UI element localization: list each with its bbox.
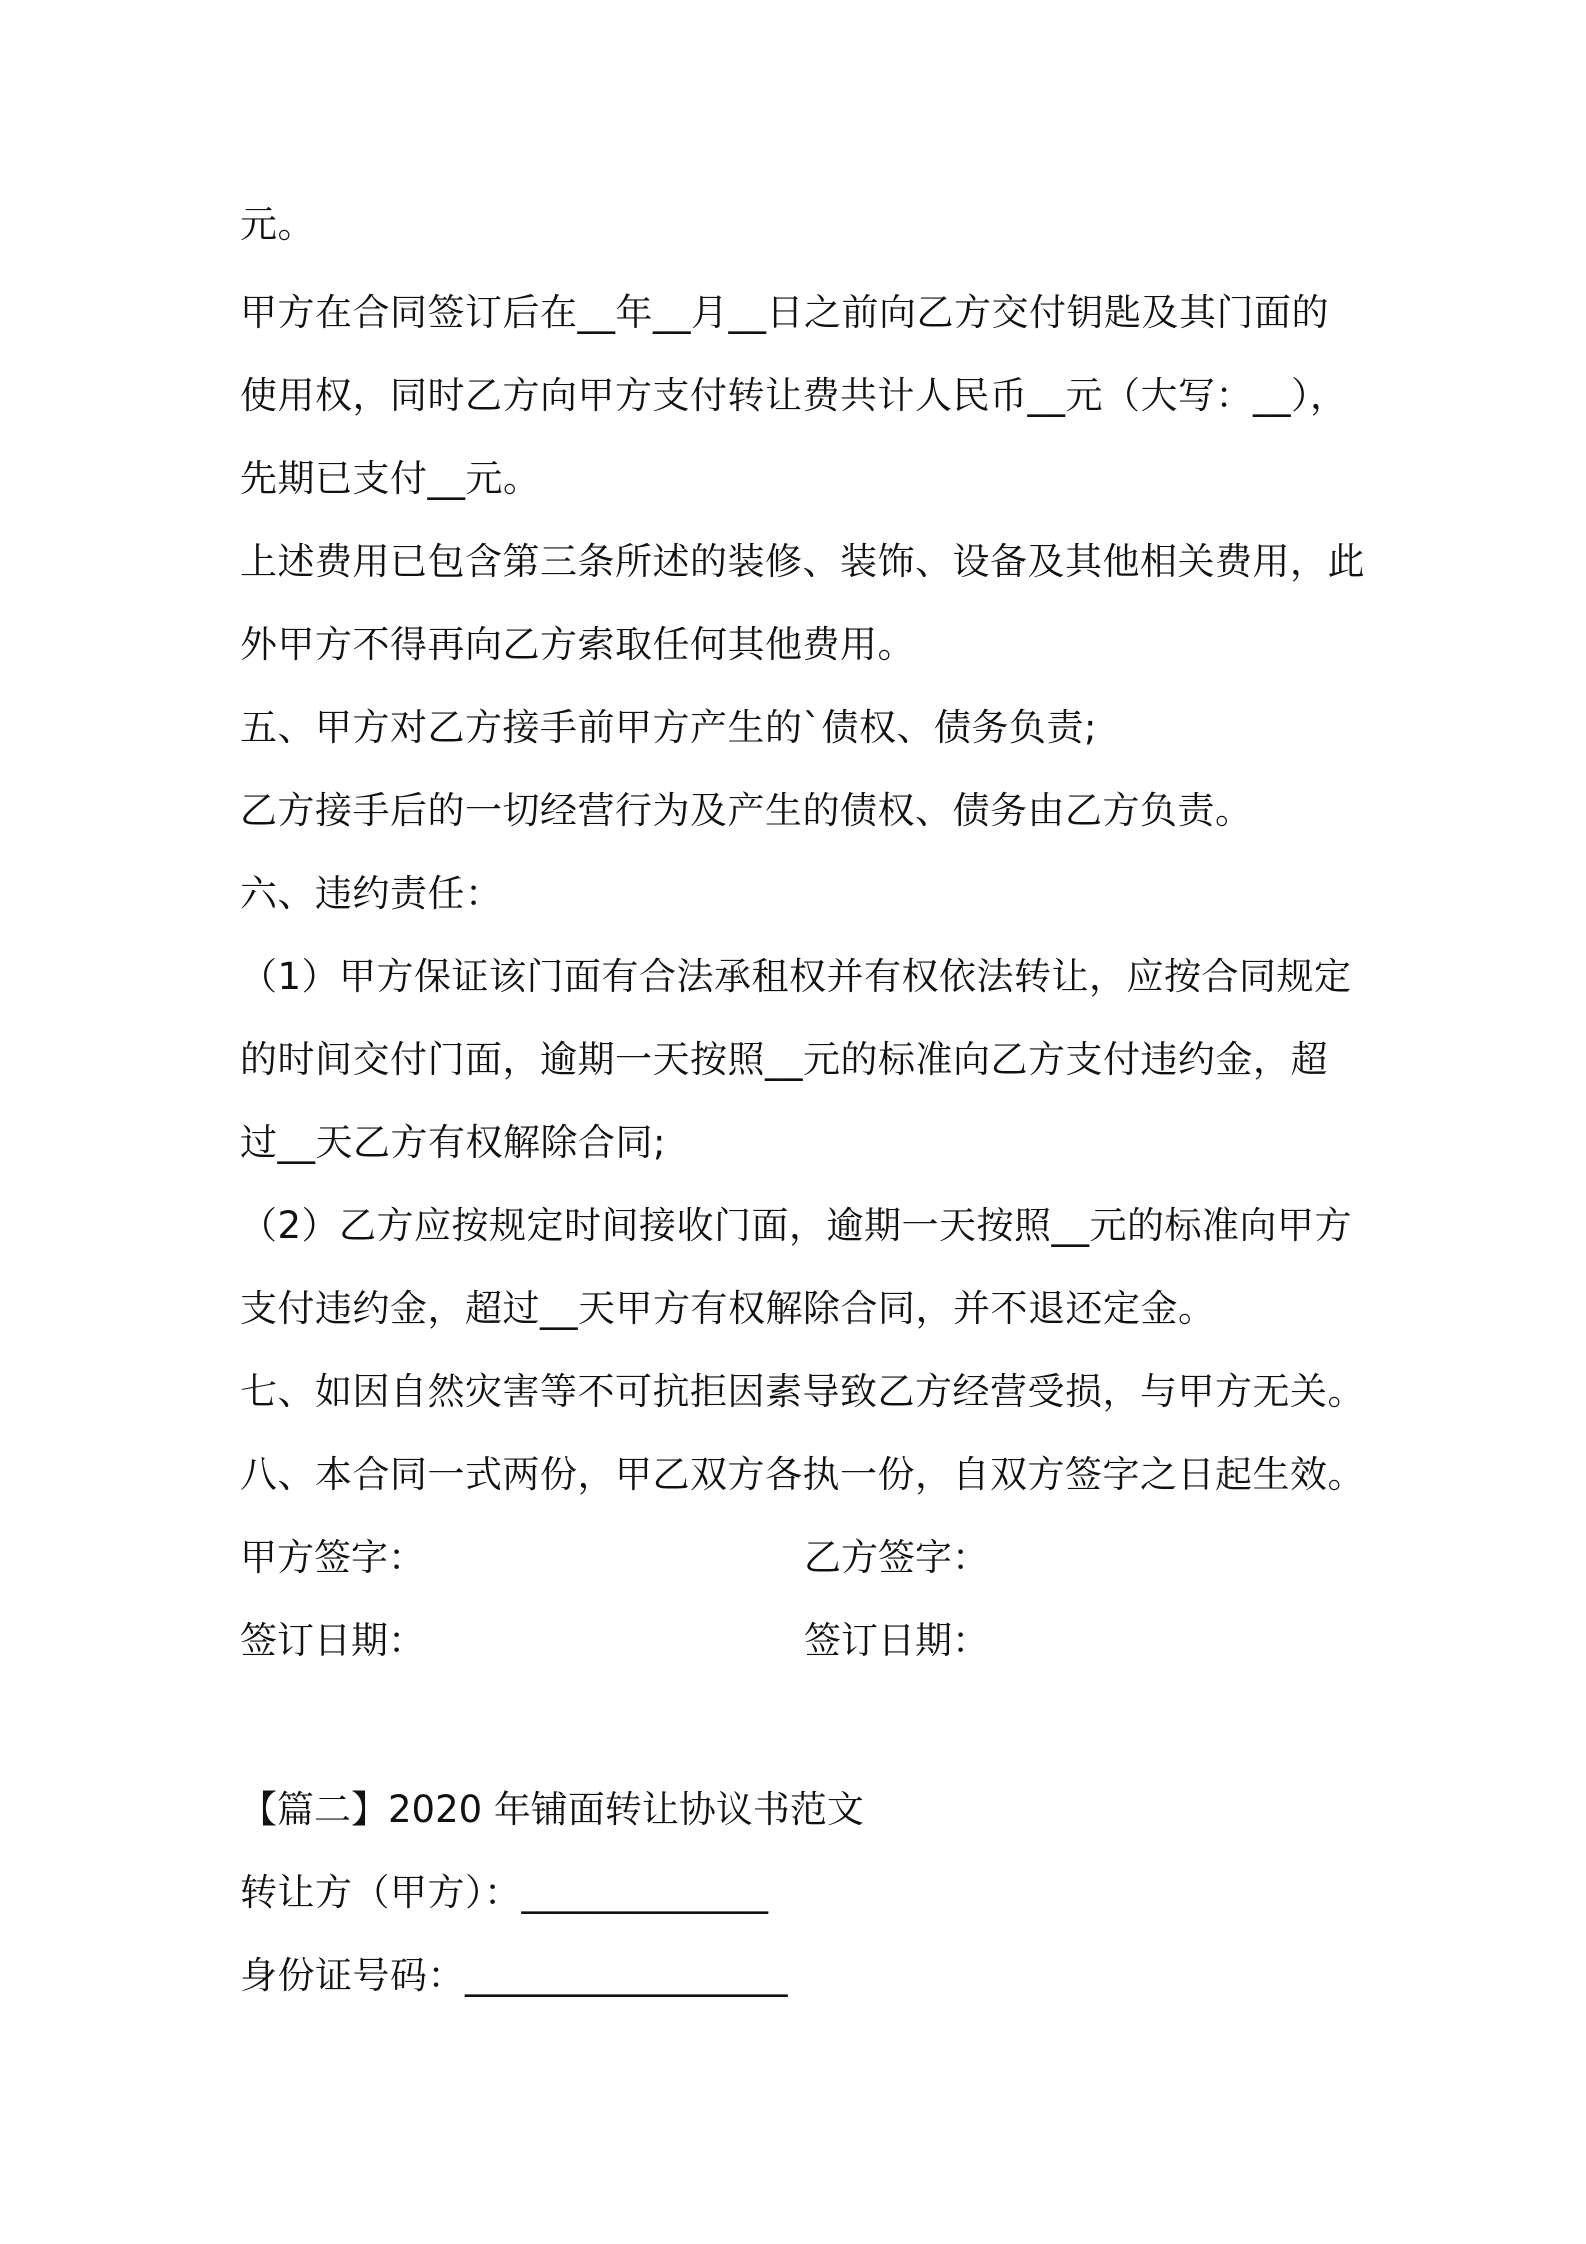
text-line-3: 使用权，同时乙方向甲方支付转让费共计人民币__元（大写：__）， <box>240 374 1348 417</box>
text-line-16: 八、本合同一式两份，甲乙双方各执一份，自双方签字之日起生效。 <box>240 1453 1365 1496</box>
text-line-13: （2）乙方应按规定时间接收门面，逾期一天按照__元的标准向甲方 <box>240 1204 1353 1247</box>
id-number-line: 身份证号码：_________________ <box>240 1954 788 1997</box>
transferor-line: 转让方（甲方）：_____________ <box>240 1871 769 1914</box>
text-line-2: 甲方在合同签订后在__年__月__日之前向乙方交付钥匙及其门面的 <box>240 291 1329 334</box>
section-heading: 【篇二】2020 年铺面转让协议书范文 <box>240 1788 864 1831</box>
text-line-15: 七、如因自然灾害等不可抗拒因素导致乙方经营受损，与甲方无关。 <box>240 1370 1365 1413</box>
text-line-14: 支付违约金，超过__天甲方有权解除合同，并不退还定金。 <box>240 1287 1216 1330</box>
signature-row <box>240 1533 1360 1583</box>
text-line-8: 乙方接手后的一切经营行为及产生的债权、债务由乙方负责。 <box>240 789 1253 832</box>
party-a-date-label: 签订日期： <box>240 1619 425 1662</box>
text-line-6: 外甲方不得再向乙方索取任何其他费用。 <box>240 623 915 666</box>
text-line-9: 六、违约责任： <box>240 872 503 915</box>
text-line-11: 的时间交付门面，逾期一天按照__元的标准向乙方支付违约金，超 <box>240 1038 1328 1081</box>
text-line-1: 元。 <box>240 203 315 246</box>
signing-date-row <box>240 1616 1360 1666</box>
text-line-10: （1）甲方保证该门面有合法承租权并有权依法转让，应按合同规定 <box>240 955 1352 998</box>
party-b-signature-label: 乙方签字： <box>804 1536 989 1579</box>
text-line-5: 上述费用已包含第三条所述的装修、装饰、设备及其他相关费用，此 <box>240 540 1365 583</box>
party-a-signature-label: 甲方签字： <box>240 1536 425 1579</box>
party-b-date-label: 签订日期： <box>804 1619 989 1662</box>
text-line-4: 先期已支付__元。 <box>240 457 541 500</box>
text-line-7: 五、甲方对乙方接手前甲方产生的`债权、债务负责; <box>240 706 1097 749</box>
text-line-12: 过__天乙方有权解除合同; <box>240 1121 666 1164</box>
